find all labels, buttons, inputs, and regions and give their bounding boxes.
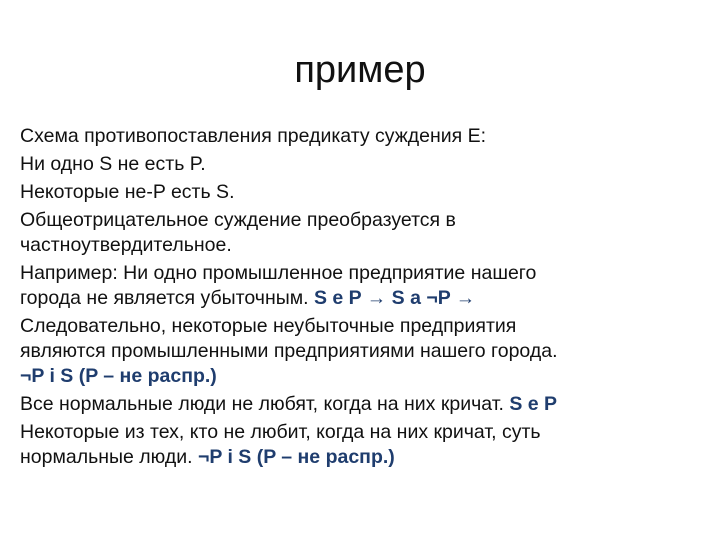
paragraph [20,314,690,389]
text-segment: Общеотрицательное суждение преобразуется в [20,209,456,231]
slide-body [20,124,690,470]
paragraph [20,261,690,311]
text-line [20,314,690,339]
text-line [20,233,690,258]
text-line [20,392,690,417]
text-segment: Все нормальные люди не любят, когда на них кричат. [20,393,510,415]
text-segment: Следовательно, некоторые неубыточные предприятия [20,315,517,337]
text-line [20,420,690,445]
text-line [20,124,690,149]
text-segment: частноутвердительное. [20,234,232,256]
text-segment: Схема противопоставления предикату суждения Е: [20,125,487,147]
text-segment: Некоторые не-P есть S. [20,181,235,203]
formula-text: S e P [509,393,558,415]
text-line [20,364,690,389]
paragraph [20,180,690,205]
formula-text: ¬P i S (P – не распр.) [20,365,217,387]
formula-text: S e P → S a ¬P → [313,287,476,309]
text-segment: Ни одно S не есть P. [20,153,206,175]
text-segment: нормальные люди. [20,446,198,468]
paragraph [20,208,690,258]
text-line [20,261,690,286]
text-segment: Некоторые из тех, кто не любит, когда на них кричат, суть [20,421,541,443]
text-line [20,152,690,177]
text-line [20,286,690,311]
text-line [20,208,690,233]
text-segment: города не является убыточным. [20,287,314,309]
slide-title: пример [294,49,426,91]
text-segment: являются промышленными предприятиями нашего города. [20,340,558,362]
text-segment: Например: Ни одно промышленное предприятие нашего [20,262,537,284]
paragraph [20,152,690,177]
paragraph [20,124,690,149]
formula-text: ¬P i S (P – не распр.) [197,446,395,468]
text-line [20,339,690,364]
text-line [20,180,690,205]
paragraph [20,420,690,470]
text-line [20,445,690,470]
paragraph [20,392,690,417]
